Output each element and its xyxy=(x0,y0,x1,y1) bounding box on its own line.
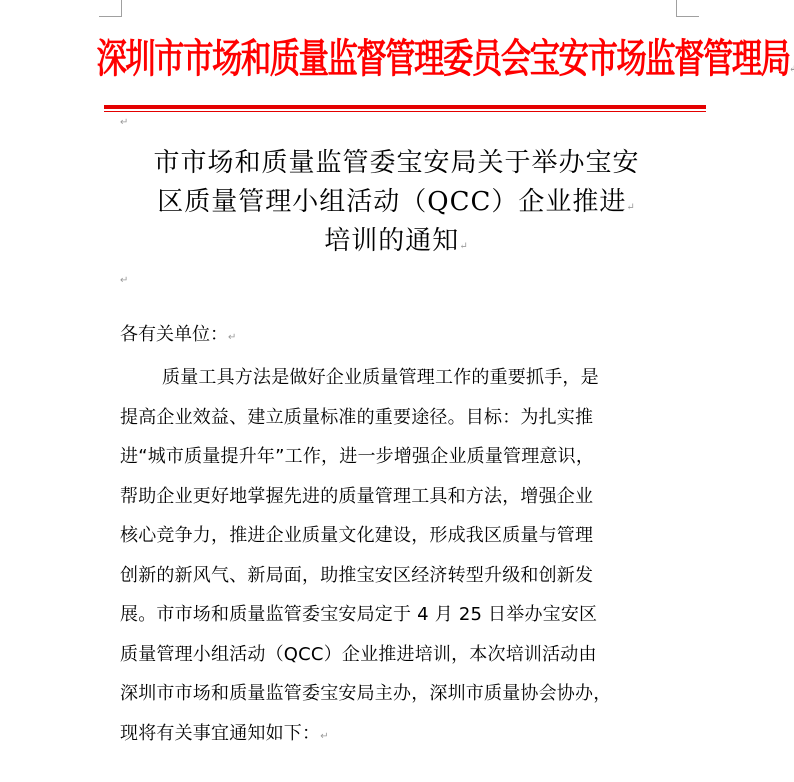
header-rule-thin xyxy=(104,111,706,112)
page-corner-mark-top-right xyxy=(676,0,699,17)
body-line: 现将有关事宜通知如下：↵ xyxy=(120,722,329,744)
paragraph-mark-icon: ↵ xyxy=(120,117,129,128)
body-line: 展。市市场和质量监管委宝安局定于 4 月 25 日举办宝安区 xyxy=(120,604,598,625)
body-line: 提高企业效益、建立质量标准的重要途径。目标：为扎实推 xyxy=(120,406,594,428)
header-title: 深圳市市场和质量监督管理委员会宝安市场监督管理局↵ xyxy=(96,35,794,82)
paragraph-mark-icon: ↵ xyxy=(228,332,237,343)
salutation: 各有关单位：↵ xyxy=(120,324,237,345)
paragraph-mark-icon: ↵ xyxy=(459,241,469,252)
paragraph-mark-icon: ↵ xyxy=(626,202,636,213)
paragraph-mark-icon: ↵ xyxy=(320,730,329,742)
document-title xyxy=(120,144,673,261)
body-line: 创新的新风气、新局面，助推宝安区经济转型升级和创新发 xyxy=(120,564,594,586)
body-line: 质量管理小组活动（QCC）企业推进培训，本次培训活动由 xyxy=(120,643,597,665)
document-title-line: 市市场和质量监管委宝安局关于举办宝安 xyxy=(153,148,640,178)
document-title-line: 区质量管理小组活动（QCC）企业推进↵ xyxy=(157,187,636,217)
document-title-line: 培训的通知↵ xyxy=(324,226,469,256)
body-line: 帮助企业更好地掌握先进的质量管理工具和方法，增强企业 xyxy=(120,485,594,507)
paragraph-mark-icon: ↵ xyxy=(789,64,794,75)
body-paragraph xyxy=(120,362,680,757)
paragraph-mark-icon: ↵ xyxy=(120,275,129,286)
body-line: 质量工具方法是做好企业质量管理工作的重要抓手，是 xyxy=(162,367,599,388)
body-line: 深圳市市场和质量监管委宝安局主办，深圳市质量协会协办， xyxy=(120,683,612,704)
body-line: 进“城市质量提升年”工作，进一步增强企业质量管理意识， xyxy=(120,446,595,467)
body-line: 核心竞争力，推进企业质量文化建设，形成我区质量与管理 xyxy=(120,525,594,546)
header-rule-thick xyxy=(104,105,706,109)
page-corner-mark-top-left xyxy=(99,0,122,17)
